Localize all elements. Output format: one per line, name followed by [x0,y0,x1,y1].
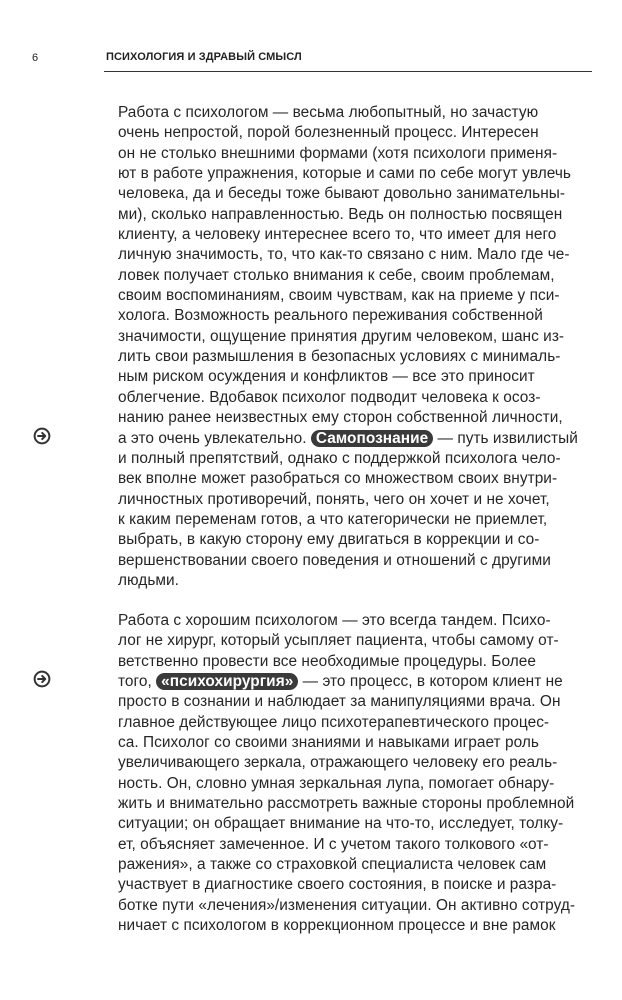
text-line: личную значимость, то, что как-то связано с ним. Мало где че- [118,246,570,264]
text-fragment: — путь извилистый [437,429,578,447]
page-number: 6 [32,52,39,64]
text-line: ет, объясняет замеченное. И с учетом такого толкового «от- [118,835,549,853]
text-line: своим воспоминаниям, своим чувствам, как на приеме у пси- [118,287,560,305]
text-line: Работа с хорошим психологом — это всегда тандем. Психо- [118,612,551,629]
text-line: Работа с психологом — весьма любопытный, но зачастую [118,104,539,121]
text-line: ловек получает столько внимания к себе, своим проблемам, [118,266,555,284]
text-line: ражения», а также со страховкой специалиста человек сам [118,856,547,874]
text-line: он не столько внешними формами (хотя психологи применя- [118,144,558,162]
text-line: ветственно провести все необходимые процедуры. Более [118,652,536,670]
text-line: са. Психолог со своими знаниями и навыками играет роль [118,734,539,752]
text-line: просто в сознании и наблюдает за манипуляциями врача. Он [118,693,561,711]
text-line: нанию ранее неизвестных ему сторон собственной личности, [118,409,563,427]
text-line: очень непростой, порой болезненный процесс. Интересен [118,124,539,142]
text-line: людьми. [118,571,179,589]
paragraph [118,103,596,591]
text-fragment: а это очень увлекательно. [118,429,307,447]
header-divider [104,71,592,72]
text-line: ность. Он, словно умная зеркальная лупа, помогает обнару- [118,774,555,792]
text-line: лить свои размышления в безопасных условиях с минималь- [118,348,561,366]
arrow-right-circle-icon[interactable] [33,670,51,688]
text-line: ют в работе упражнения, которые и сами по себе могут увлечь [118,165,571,183]
text-line-with-highlight [118,672,596,692]
text-line: лог не хирург, который усыпляет пациента, чтобы самому от- [118,632,559,650]
highlighted-term-link[interactable]: «психохирургия» [156,673,298,690]
text-line: выбрать, в какую сторону ему двигаться в коррекции и со- [118,531,540,549]
text-line: клиенту, а человеку интереснее всего то, что имеет для него [118,226,557,244]
text-line: облегчение. Вдобавок психолог подводит человека к осоз- [118,388,541,406]
text-fragment: — это процесс, в котором клиент не [302,673,563,691]
text-line: участвует в диагностике своего состояния, в поиске и разра- [118,876,557,894]
text-line: ситуации; он обращает внимание на что-то, исследует, толку- [118,815,564,833]
text-line: увеличивающего зеркала, отражающего человеку его реаль- [118,754,558,772]
running-header [0,44,622,72]
text-line: личностных противоречий, понять, чего он хочет и не хочет, [118,490,550,508]
text-line: к каким переменам готов, а что категорически не приемлет, [118,510,548,528]
text-line-with-highlight [118,429,596,449]
running-title: ПСИХОЛОГИЯ И ЗДРАВЫЙ СМЫСЛ [106,51,302,63]
text-line: ми), сколько направленностью. Ведь он полностью посвящен [118,205,563,223]
arrow-right-circle-icon[interactable] [33,427,51,445]
text-fragment: того, [118,673,152,691]
text-line: главное действующее лицо психотерапевтического процес- [118,713,550,731]
text-line: значимости, ощущение принятия другим человеком, шанс из- [118,327,565,345]
text-line: человека, да и беседы тоже бывают довольно занимательны- [118,185,566,203]
text-line: холога. Возможность реального переживания собственной [118,307,543,325]
text-line: жить и внимательно рассмотреть важные стороны проблемной [118,795,575,813]
text-line: вершенствовании своего поведения и отношений с другими [118,551,551,569]
highlighted-term-link[interactable]: Самопознание [311,430,433,447]
paragraph [118,611,596,937]
text-line: и полный препятствий, однако с поддержкой психолога чело- [118,449,561,467]
text-line: ничает с психологом в коррекционном процессе и вне рамок [118,917,556,935]
text-line: ботке пути «лечения»/изменения ситуации. Он активно сотруд- [118,896,576,914]
text-line: век вполне может разобраться со множеством своих внутри- [118,470,558,488]
text-line: ным риском осуждения и конфликтов — все это приносит [118,368,535,386]
